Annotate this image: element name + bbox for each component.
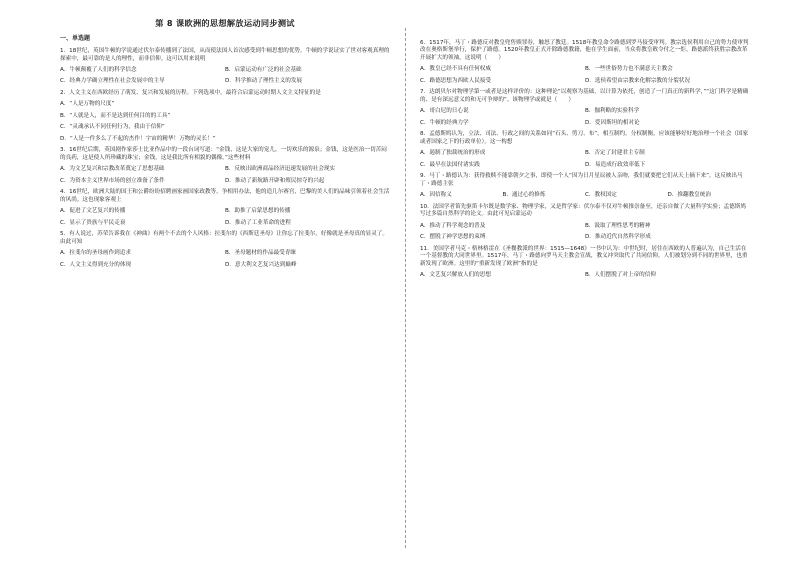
question-stem: 4．16世纪，欧洲大陆的国王和公爵纷纷招聘画家画国家政教等，争相用办法，他的造几尔赛宫，巴黎的美人们的品味引领着社会生活的风尚。这也现象客观上 — [60, 189, 390, 203]
answer-option: B．汲取了理性思考的精神 — [585, 222, 651, 229]
answer-option: B．一些世俗势力也不满意天主教会 — [585, 66, 673, 73]
question-3 — [420, 131, 750, 169]
answer-option: D．“人是一件多么了不起的杰作！宇宙的精华！万物的灵长！” — [60, 135, 216, 142]
question-stem: 2．人文主义在西欧经历了萌发、复兴和发展的历程。下列选项中，最符合启蒙运动时期人文主义特征的是 — [60, 89, 321, 96]
answer-option: B．圣母题材的作品最受青睐 — [225, 250, 296, 257]
answer-option: D．易造成行政效率低下 — [585, 161, 646, 168]
question-stem: 11．美国学者马克・格林格雷在《圣餐教派的世界：1515—1648》一书中认为：中世纪时，居住在西欧的人普遍认为，自己生活在一个基督教的大同世界里。1517年，马丁・路德向罗马天主教会宣战，教义冲突取代了共同信仰，人们被划分到不同的世界里，也重新发现了欧洲。这里的“重新发现了欧洲”指的是 — [420, 245, 748, 267]
answer-option: A．文艺复兴解放人们的思想 — [420, 272, 491, 279]
question-3 — [60, 147, 390, 185]
answer-option: C．路德思想为西欧人民接受 — [420, 77, 492, 84]
option-row — [420, 234, 750, 241]
answer-option: B．人们摆脱了对上帝的信仰 — [585, 272, 656, 279]
answer-option: A．促进了文艺复兴的传播 — [60, 208, 126, 215]
column-divider — [405, 28, 406, 548]
question-stem: 8．孟德斯鸠认为，立法、司法、行政之间的关系如同“石头、剪刀、布”，相互制约。分权制衡，应该能够好好地治理一个社会（国家或者国家之下的行政单位）。这一构想 — [420, 131, 749, 145]
question-6 — [420, 246, 750, 280]
option-row — [420, 223, 750, 230]
answer-option: B．反映出欧洲商品经济迅速发展的社会现实 — [225, 166, 336, 173]
option-row — [60, 262, 390, 269]
right-questions — [420, 40, 750, 280]
question-4 — [420, 173, 750, 199]
answer-option: C．人文主义得到充分的体现 — [60, 261, 132, 268]
option-row — [420, 66, 750, 73]
question-2 — [60, 90, 390, 143]
question-1 — [420, 40, 750, 85]
answer-option: A．教皇已经不具有任何权威 — [420, 66, 491, 73]
left-column — [60, 18, 390, 273]
answer-option: B．启蒙运动有广泛的社会基础 — [225, 66, 302, 73]
option-row — [420, 272, 750, 279]
option-row — [420, 78, 750, 85]
answer-option: A．拉斐尔的圣母画作到追求 — [60, 250, 131, 257]
option-row — [420, 108, 750, 115]
answer-option: A．遏制了独裁统治的形成 — [420, 150, 486, 157]
answer-option: C．教权国定 — [585, 192, 617, 199]
question-1 — [60, 48, 390, 86]
question-2 — [420, 89, 750, 127]
option-row — [420, 120, 750, 127]
question-stem: 7．达朗贝尔对物理学第一或者是这样评价的：这种理论“以观察为基础，以计算为依托，创造了一门真正的新科学，”“这门科学是精确的、是有深远意义的和无可争辩的”。该物理学或就是（ ） — [420, 89, 749, 103]
answer-option: B．伽利略的实验科学 — [585, 108, 640, 115]
option-row — [60, 250, 390, 257]
question-stem: 10．法国学者笛先驱笛卡尔既是数学家、物理学家，又是哲学家：伏尔泰不仅对牛顿推崇备至，还亲自做了大量科学实验；孟德斯鸠写过多篇自然科学的论文。由此可见启蒙运动 — [420, 203, 746, 218]
question-4 — [60, 189, 390, 227]
answer-option: D．推翻教皇统治 — [667, 192, 711, 199]
answer-option: D．推动了新航路开辟和殖民掠夺的兴起 — [225, 177, 325, 184]
left-questions — [60, 48, 390, 269]
question-stem: 1．18世纪，英国牛顿的学说通过伏尔泰传播到了法国，从而使法国人首次感受到牛顿思想的优势。牛顿的学说证实了世对客观真理的探索中，最可靠的是人的理性，而非信仰。这可以用来说明 — [60, 48, 390, 62]
option-row — [60, 220, 390, 227]
option-row — [420, 192, 750, 199]
answer-option: D．选侯希望由宗教来化解宗教的分裂状况 — [585, 77, 690, 84]
answer-option: C．经典力学确立理性在社会发展中的主导 — [60, 78, 165, 85]
answer-option: A．为文艺复兴和宗教改革奠定了思想基础 — [60, 166, 165, 173]
right-column — [420, 40, 750, 284]
answer-option: D．推动近代自然科学形成 — [585, 234, 651, 241]
answer-option: C．最早在法国付诸实践 — [420, 161, 480, 168]
answer-option: B．通过心的修炼 — [502, 192, 546, 199]
question-5 — [60, 231, 390, 269]
answer-option: C．摆脱了神学思想的束缚 — [420, 234, 486, 241]
page-title: 第 8 课欧洲的思想解放运动同步测试 — [155, 18, 295, 28]
answer-option: D．爱因斯坦的相对论 — [585, 119, 640, 126]
answer-option: A．哥白尼的日心说 — [420, 108, 469, 115]
option-row — [60, 208, 390, 215]
option-row — [60, 67, 390, 74]
answer-option: C．为资本主义世界市场的创立准备了条件 — [60, 177, 165, 184]
question-stem: 6．1517年，马丁・路德反对教皇兜售赎罪券，触怒了教廷。1518年教皇命令路德到罗马接受审判。教宗选侯利用自己的势力使审判改在奥格斯堡举行，保护了路德。1520年教皇正式开除路德教籍，他在学生面前，当众将教皇敕令付之一炬。路德派终获胜宗教改革开展扩大的领袖，这说明（ ） — [420, 40, 749, 61]
answer-option: C．显示了贵族与平民走衰 — [60, 219, 126, 226]
option-row — [60, 78, 390, 85]
answer-option: A．牛顿颠覆了人们的科学信念 — [60, 66, 137, 73]
option-row — [60, 178, 390, 185]
question-5 — [420, 204, 750, 242]
answer-option: B．“人就是人，而不是达到任何目的的工具” — [60, 112, 171, 119]
answer-option: A．因信称义 — [420, 192, 452, 199]
question-stem: 5．有人说过，苏荣告诉我在《神曲》有两个不去的个人风格：拉斐尔的《西斯廷圣母》让你忘了拉斐尔，好像就是圣母真的显灵了。由此可知 — [60, 231, 388, 245]
option-row — [420, 150, 750, 157]
answer-option: A．“人是万物的尺度” — [60, 101, 115, 108]
section-heading: 一、单选题 — [60, 34, 91, 42]
answer-option: D．意大利文艺复兴达到巅峰 — [225, 261, 297, 268]
answer-option: C．牛顿的经典力学 — [420, 119, 469, 126]
question-stem: 9．马丁・路德认为：获得救赎不能靠朝夕之事，即使一个人“因为日月星辰被人亲吻，我们就要把它们从天上摘下来”。这反映出马丁・路德主张 — [420, 173, 743, 187]
option-row — [420, 162, 750, 169]
answer-option: D．推动了工业革命的进程 — [225, 219, 291, 226]
option-row — [60, 166, 390, 173]
answer-option: C．“灵魂承认不同任何行为，我由于信仰” — [60, 124, 165, 131]
answer-option: B．否定了封建君主专制 — [585, 150, 645, 157]
answer-option: B．助推了启蒙思想的传播 — [225, 208, 291, 215]
answer-option: D．科学推动了理性主义的发展 — [225, 78, 303, 85]
answer-option: A．推动了科学观念的普及 — [420, 222, 486, 229]
question-stem: 3．16世纪后期，英国剧作家莎士比亚作品中的一段台词写道：“金钱，这是大家的宠儿，一切欢乐的源泉；金钱，这是医治一切苦闷的良药，这是使人所珍藏的珠宝；金钱，这是我比所有相貌的偶像。”这些材料 — [60, 147, 387, 161]
